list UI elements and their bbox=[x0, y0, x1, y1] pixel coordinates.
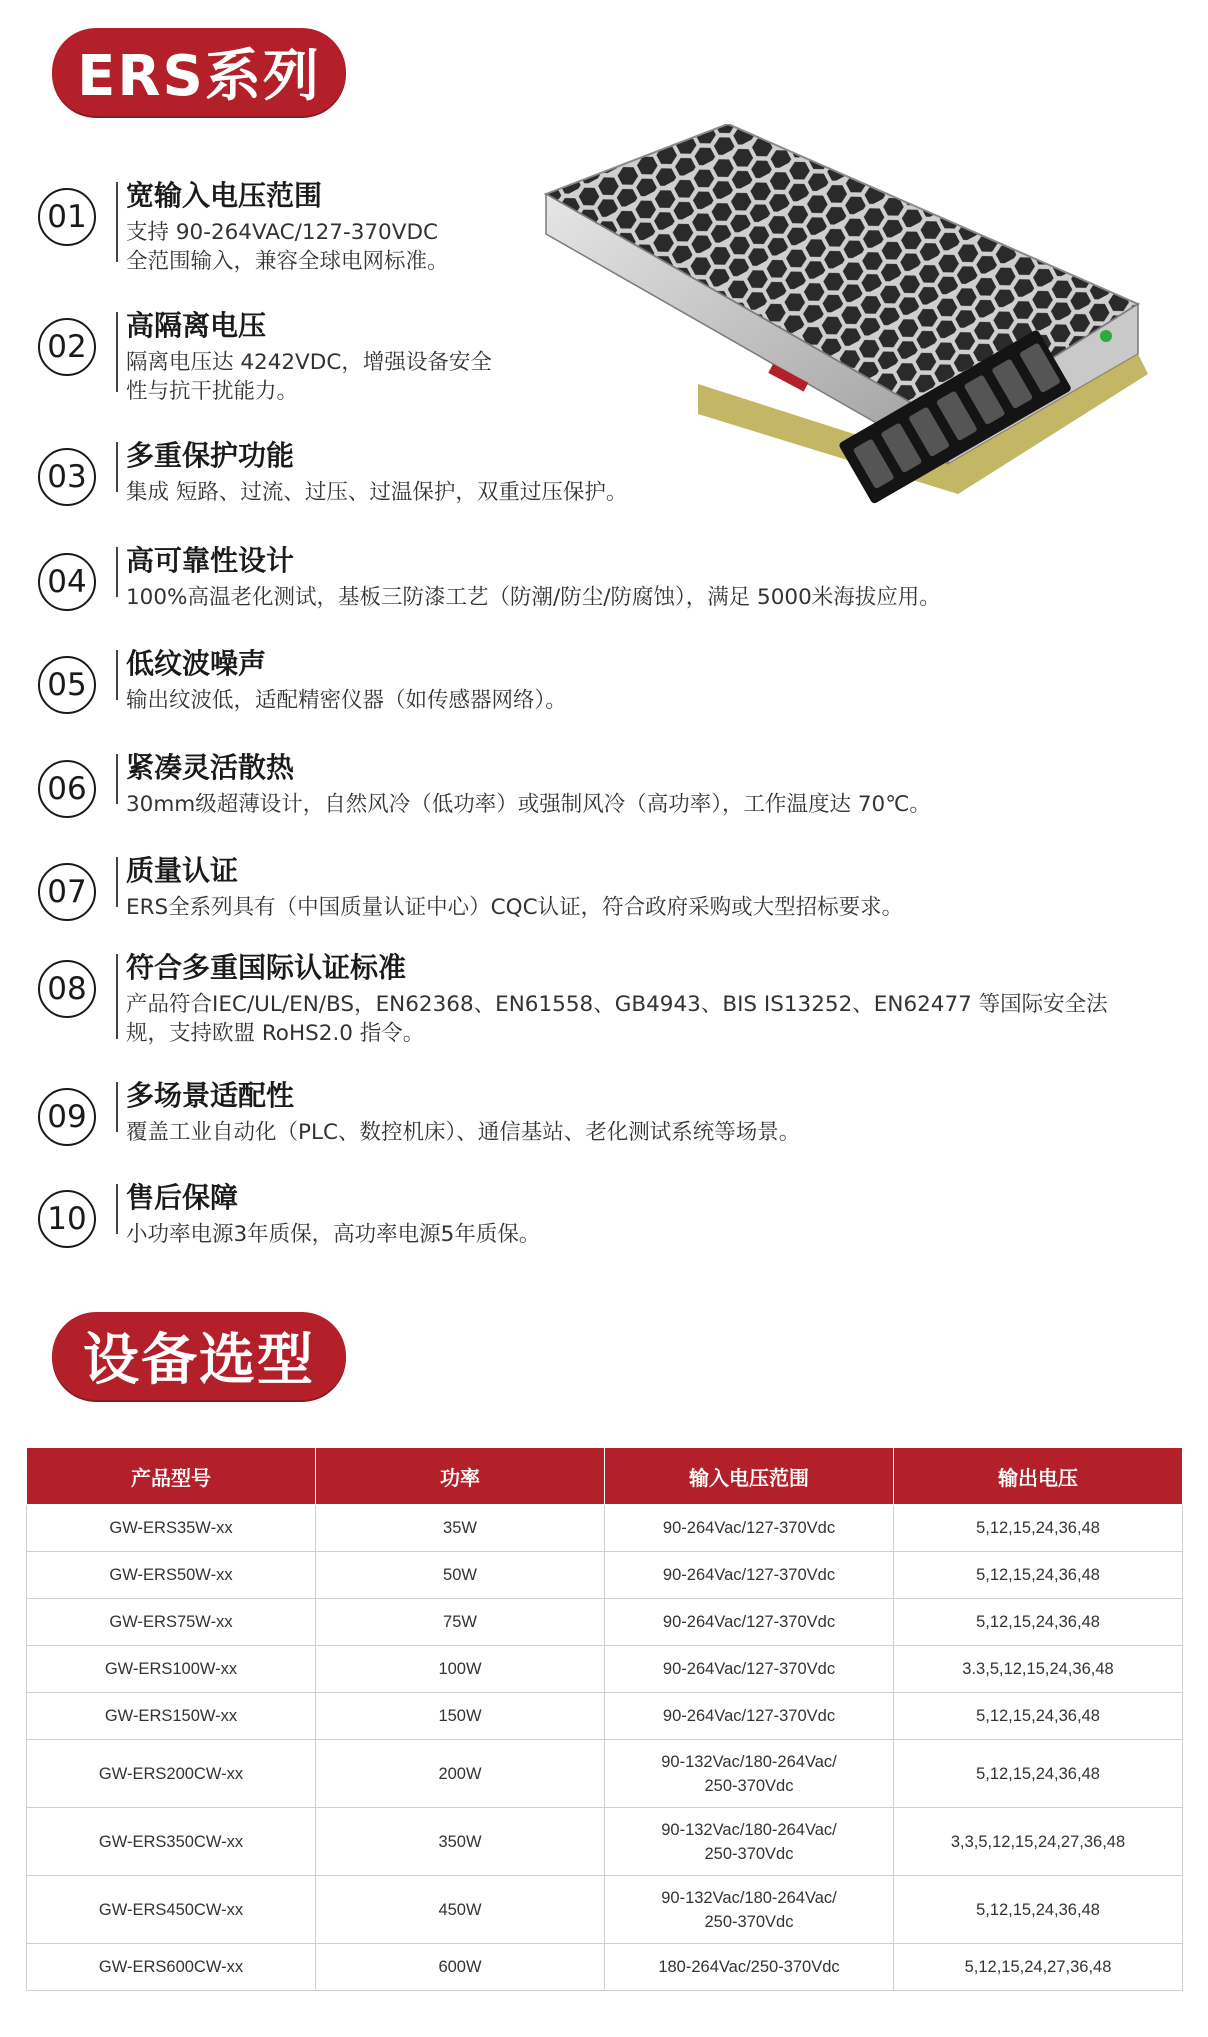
feature-description bbox=[126, 1118, 800, 1147]
feature-divider bbox=[116, 954, 118, 1039]
cell-power: 100W bbox=[316, 1646, 605, 1693]
feature-number: 03 bbox=[38, 448, 96, 506]
cell-input-line: 250-370Vdc bbox=[704, 1912, 794, 1931]
cell-power: 35W bbox=[316, 1505, 605, 1552]
table-row bbox=[27, 1599, 1183, 1646]
cell-power: 600W bbox=[316, 1944, 605, 1991]
feature-title: 符合多重国际认证标准 bbox=[126, 951, 407, 984]
cell-input bbox=[605, 1599, 894, 1646]
feature-divider bbox=[116, 547, 118, 597]
cell-model: GW-ERS350CW-xx bbox=[27, 1808, 316, 1876]
table-row bbox=[27, 1552, 1183, 1599]
cell-model: GW-ERS450CW-xx bbox=[27, 1876, 316, 1944]
table-row bbox=[27, 1740, 1183, 1808]
cell-input-line: 90-264Vac/127-370Vdc bbox=[662, 1706, 836, 1725]
feature-divider bbox=[116, 1184, 118, 1234]
feature-description-line: 覆盖工业自动化（PLC、数控机床）、通信基站、老化测试系统等场景。 bbox=[126, 1120, 801, 1145]
selection-table bbox=[26, 1447, 1183, 1991]
cell-output: 3,3,5,12,15,24,27,36,48 bbox=[894, 1808, 1183, 1876]
table-row bbox=[27, 1808, 1183, 1876]
feature-divider bbox=[116, 182, 118, 262]
cell-input-line: 90-264Vac/127-370Vdc bbox=[662, 1659, 836, 1678]
feature-title: 质量认证 bbox=[126, 854, 239, 887]
feature-number: 10 bbox=[38, 1190, 96, 1248]
cell-model: GW-ERS75W-xx bbox=[27, 1599, 316, 1646]
cell-model: GW-ERS50W-xx bbox=[27, 1552, 316, 1599]
feature-number: 04 bbox=[38, 553, 96, 611]
cell-input-line: 90-264Vac/127-370Vdc bbox=[662, 1612, 836, 1631]
cell-output: 5,12,15,24,36,48 bbox=[894, 1599, 1183, 1646]
cell-output: 5,12,15,24,27,36,48 bbox=[894, 1944, 1183, 1991]
feature-title: 紧凑灵活散热 bbox=[126, 751, 295, 784]
selection-heading: 设备选型 bbox=[52, 1312, 346, 1400]
cell-power: 50W bbox=[316, 1552, 605, 1599]
feature-description-line: 隔离电压达 4242VDC，增强设备安全 bbox=[126, 350, 492, 375]
feature-description-line: 小功率电源3年质保，高功率电源5年质保。 bbox=[126, 1222, 541, 1247]
cell-model: GW-ERS150W-xx bbox=[27, 1693, 316, 1740]
table-row bbox=[27, 1646, 1183, 1693]
cell-input bbox=[605, 1808, 894, 1876]
cell-input bbox=[605, 1876, 894, 1944]
cell-input-line: 180-264Vac/250-370Vdc bbox=[658, 1957, 840, 1976]
cell-model: GW-ERS600CW-xx bbox=[27, 1944, 316, 1991]
feature-divider bbox=[116, 754, 118, 804]
table-row bbox=[27, 1693, 1183, 1740]
feature-divider bbox=[116, 650, 118, 700]
feature-divider bbox=[116, 312, 118, 392]
feature-description bbox=[126, 990, 1108, 1048]
cell-input-line: 90-264Vac/127-370Vdc bbox=[662, 1518, 836, 1537]
feature-description bbox=[126, 893, 903, 922]
feature-description bbox=[126, 686, 567, 715]
table-row bbox=[27, 1505, 1183, 1552]
cell-input bbox=[605, 1693, 894, 1740]
feature-number: 07 bbox=[38, 863, 96, 921]
cell-input bbox=[605, 1552, 894, 1599]
cell-power: 350W bbox=[316, 1808, 605, 1876]
cell-output: 5,12,15,24,36,48 bbox=[894, 1505, 1183, 1552]
feature-description-line: 支持 90-264VAC/127-370VDC bbox=[126, 220, 439, 245]
feature-number: 02 bbox=[38, 318, 96, 376]
cell-input bbox=[605, 1505, 894, 1552]
feature-description-line: 规，支持欧盟 RoHS2.0 指令。 bbox=[126, 1021, 425, 1046]
feature-description-line: 30mm级超薄设计，自然风冷（低功率）或强制风冷（高功率），工作温度达 70℃。 bbox=[126, 792, 931, 817]
feature-number: 06 bbox=[38, 760, 96, 818]
cell-input bbox=[605, 1944, 894, 1991]
feature-number: 05 bbox=[38, 656, 96, 714]
cell-model: GW-ERS35W-xx bbox=[27, 1505, 316, 1552]
feature-description bbox=[126, 1220, 540, 1249]
feature-title: 多重保护功能 bbox=[126, 439, 295, 472]
feature-number: 01 bbox=[38, 188, 96, 246]
cell-input-line: 90-132Vac/180-264Vac/ bbox=[661, 1820, 837, 1839]
feature-description bbox=[126, 790, 931, 819]
feature-title: 多场景适配性 bbox=[126, 1079, 295, 1112]
feature-description-line: 输出纹波低，适配精密仪器（如传感器网络）。 bbox=[126, 688, 567, 713]
feature-title: 低纹波噪声 bbox=[126, 647, 267, 680]
cell-output: 5,12,15,24,36,48 bbox=[894, 1552, 1183, 1599]
feature-title: 售后保障 bbox=[126, 1181, 239, 1214]
cell-power: 450W bbox=[316, 1876, 605, 1944]
cell-input-line: 250-370Vdc bbox=[704, 1844, 794, 1863]
cell-input-line: 90-132Vac/180-264Vac/ bbox=[661, 1752, 837, 1771]
feature-title: 高隔离电压 bbox=[126, 309, 267, 342]
cell-power: 75W bbox=[316, 1599, 605, 1646]
table-row bbox=[27, 1944, 1183, 1991]
feature-divider bbox=[116, 857, 118, 907]
feature-description-line: 100%高温老化测试，基板三防漆工艺（防潮/防尘/防腐蚀），满足 5000米海拔应用。 bbox=[126, 585, 941, 610]
feature-number: 09 bbox=[38, 1088, 96, 1146]
cell-input-line: 90-132Vac/180-264Vac/ bbox=[661, 1888, 837, 1907]
cell-input-line: 90-264Vac/127-370Vdc bbox=[662, 1565, 836, 1584]
feature-description-line: 性与抗干扰能力。 bbox=[126, 379, 299, 404]
feature-description-line: 集成 短路、过流、过压、过温保护，双重过压保护。 bbox=[126, 480, 628, 505]
feature-description-line: 产品符合IEC/UL/EN/BS，EN62368、EN61558、GB4943、BIS IS13252、EN62477 等国际安全法 bbox=[126, 992, 1108, 1017]
cell-power: 150W bbox=[316, 1693, 605, 1740]
feature-description bbox=[126, 218, 449, 276]
cell-input bbox=[605, 1740, 894, 1808]
power-supply-image bbox=[538, 124, 1148, 564]
cell-input-line: 250-370Vdc bbox=[704, 1776, 794, 1795]
cell-input bbox=[605, 1646, 894, 1693]
series-heading: ERS系列 bbox=[52, 28, 346, 116]
table-row bbox=[27, 1876, 1183, 1944]
col-header-model: 产品型号 bbox=[27, 1448, 316, 1505]
col-header-output: 输出电压 bbox=[894, 1448, 1183, 1505]
cell-output: 5,12,15,24,36,48 bbox=[894, 1876, 1183, 1944]
feature-description-line: ERS全系列具有（中国质量认证中心）CQC认证，符合政府采购或大型招标要求。 bbox=[126, 895, 904, 920]
col-header-power: 功率 bbox=[316, 1448, 605, 1505]
feature-divider bbox=[116, 1082, 118, 1132]
feature-description-line: 全范围输入，兼容全球电网标准。 bbox=[126, 249, 449, 274]
feature-divider bbox=[116, 442, 118, 492]
cell-output: 5,12,15,24,36,48 bbox=[894, 1740, 1183, 1808]
cell-output: 3.3,5,12,15,24,36,48 bbox=[894, 1646, 1183, 1693]
cell-output: 5,12,15,24,36,48 bbox=[894, 1693, 1183, 1740]
feature-number: 08 bbox=[38, 960, 96, 1018]
cell-power: 200W bbox=[316, 1740, 605, 1808]
feature-title: 宽输入电压范围 bbox=[126, 179, 323, 212]
feature-description bbox=[126, 348, 492, 406]
feature-title: 高可靠性设计 bbox=[126, 544, 295, 577]
cell-model: GW-ERS200CW-xx bbox=[27, 1740, 316, 1808]
cell-model: GW-ERS100W-xx bbox=[27, 1646, 316, 1693]
col-header-input: 输入电压范围 bbox=[605, 1448, 894, 1505]
feature-description bbox=[126, 583, 941, 612]
